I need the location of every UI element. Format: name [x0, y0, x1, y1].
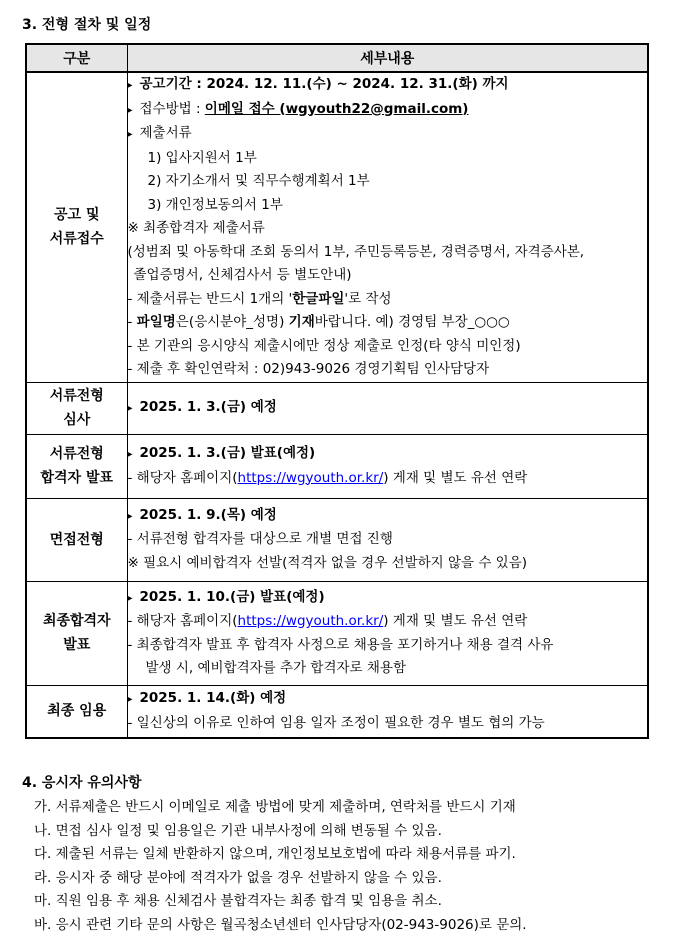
table-row-final-pass	[26, 581, 648, 685]
row-details-doc-screening	[127, 382, 648, 434]
date-text: 2025. 1. 10.(금) 발표(예정)	[139, 588, 325, 605]
line-text: ) 게재 및 별도 유선 연락	[383, 469, 528, 486]
table-row-interview	[26, 498, 648, 581]
row-details-interview	[127, 498, 648, 581]
note-filename	[128, 311, 648, 335]
method-email: 이메일 접수 (wgyouth22@gmail.com)	[204, 100, 469, 117]
header-details: 세부내용	[127, 44, 648, 72]
list-item: 다. 제출된 서류는 일체 반환하지 않으며, 개인정보보호법에 따라 채용서류를 파기.	[34, 846, 516, 863]
triangle-bullet-icon: ▸	[127, 104, 133, 116]
list-item: 나. 면접 심사 일정 및 임용일은 기관 내부사정에 의해 변동될 수 있음.	[34, 822, 442, 839]
line-text: - 해당자 홈페이지(	[127, 469, 238, 486]
date-line	[128, 442, 648, 467]
interview-line: ※ 필요시 예비합격자 선발(적격자 없을 경우 선발하지 않을 수 있음)	[127, 554, 528, 571]
list-item: 마. 직원 임용 후 채용 신체검사 불합격자는 최종 합격 및 임용을 취소.	[34, 893, 442, 910]
homepage-line	[128, 467, 648, 491]
final-pass-line: 발생 시, 예비합격자를 추가 합격자로 채용함	[145, 660, 406, 676]
section-4-title: 4. 응시자 유의사항	[22, 775, 142, 791]
label-line: 발표	[63, 637, 91, 653]
note-form: - 본 기관의 응시양식 제출시에만 정상 제출로 인정(타 양식 미인정)	[127, 337, 521, 354]
row-label-doc-pass	[26, 434, 127, 498]
doc-item: 3) 개인정보동의서 1부	[147, 196, 283, 213]
row-label-announcement	[26, 72, 127, 382]
triangle-bullet-icon: ▸	[127, 694, 133, 706]
note-text: '로 작성	[344, 290, 392, 307]
row-label-interview	[26, 498, 127, 581]
date-text: 2025. 1. 3.(금) 예정	[139, 398, 277, 415]
period-line	[128, 73, 648, 98]
row-label-doc-screening	[26, 382, 127, 434]
date-line	[128, 687, 648, 712]
line-text: ) 게재 및 별도 유선 연락	[383, 613, 528, 629]
table-row-announcement	[26, 72, 648, 382]
label-line: 심사	[63, 412, 91, 428]
note-text: 은(응시분야_성명)	[175, 314, 289, 330]
note-text: 바랍니다. 예) 경영팀 부장_○○○	[314, 314, 510, 330]
section-3-title: 3. 전형 절차 및 일정	[22, 17, 152, 33]
process-schedule-table	[25, 43, 649, 739]
table-row-appointment	[26, 685, 648, 738]
note-bold: 한글파일	[292, 290, 345, 307]
label-line: 서류전형	[49, 388, 104, 404]
triangle-bullet-icon: ▸	[127, 80, 133, 91]
doc-item: 2) 자기소개서 및 직무수행계획서 1부	[147, 173, 370, 189]
label-line: 공고 및	[54, 207, 100, 224]
line-text: - 해당자 홈페이지(	[127, 613, 238, 629]
date-line	[128, 396, 648, 421]
triangle-bullet-icon: ▸	[127, 592, 133, 604]
label-line: 서류전형	[49, 446, 104, 462]
homepage-link[interactable]: https://wgyouth.or.kr/	[237, 469, 384, 486]
triangle-bullet-icon: ▸	[127, 510, 133, 522]
note-text: -	[127, 314, 137, 330]
row-details-announcement	[127, 72, 648, 382]
note-contact: - 제출 후 확인연락처 : 02)943-9026 경영기획팀 인사담당자	[127, 361, 490, 377]
period-text: 공고기간 : 2024. 12. 11.(수) ~ 2024. 12. 31.(화) 까지	[139, 76, 509, 92]
date-text: 2025. 1. 14.(화) 예정	[139, 690, 287, 707]
list-item: 라. 응시자 중 해당 분야에 적격자가 없을 경우 선발하지 않을 수 있음.	[34, 869, 442, 886]
date-line	[128, 586, 648, 611]
list-item: 가. 서류제출은 반드시 이메일로 제출 방법에 맞게 제출하며, 연락처를 반드시 기재	[34, 799, 516, 815]
label-line: 서류접수	[49, 231, 104, 248]
label-line: 최종합격자	[42, 613, 111, 629]
doc-item: 1) 입사지원서 1부	[147, 149, 257, 166]
date-text: 2025. 1. 9.(목) 예정	[139, 506, 277, 523]
note-bold: 기재	[288, 314, 315, 330]
list-item: 바. 응시 관련 기타 문의 사항은 월곡청소년센터 인사담당자(02-943-9026)로 문의.	[34, 916, 527, 933]
label-line: 면접전형	[49, 531, 104, 548]
method-line	[128, 98, 648, 123]
final-docs-list: (성범죄 및 아동학대 조회 동의서 1부, 주민등록등본, 경력증명서, 자격증사본,	[127, 243, 585, 260]
date-line	[128, 504, 648, 529]
row-details-appointment	[127, 685, 648, 738]
header-category: 구분	[26, 44, 127, 72]
table-header-row	[26, 44, 648, 72]
interview-line: - 서류전형 합격자를 대상으로 개별 면접 진행	[127, 531, 393, 548]
applicant-notes-list	[34, 796, 527, 938]
date-text: 2025. 1. 3.(금) 발표(예정)	[139, 445, 316, 461]
row-details-doc-pass	[127, 434, 648, 498]
triangle-bullet-icon: ▸	[127, 449, 133, 460]
note-text: - 제출서류는 반드시 1개의 '	[127, 290, 293, 307]
final-docs-heading: ※ 최종합격자 제출서류	[127, 220, 265, 236]
note-hangul-file	[128, 288, 648, 312]
triangle-bullet-icon: ▸	[127, 402, 133, 414]
triangle-bullet-icon: ▸	[127, 129, 133, 140]
final-pass-line: - 최종합격자 발표 후 합격자 사정으로 채용을 포기하거나 채용 결격 사유	[127, 636, 554, 653]
table-row-doc-pass	[26, 434, 648, 498]
homepage-link[interactable]: https://wgyouth.or.kr/	[237, 613, 384, 629]
final-docs-list: 졸업증명서, 신체검사서 등 별도안내)	[133, 267, 352, 283]
docs-line	[128, 122, 648, 147]
row-details-final-pass	[127, 581, 648, 685]
homepage-line	[128, 610, 648, 634]
row-label-appointment	[26, 685, 127, 738]
row-label-final-pass	[26, 581, 127, 685]
note-bold: 파일명	[136, 314, 176, 330]
table-row-doc-screening	[26, 382, 648, 434]
docs-label: 제출서류	[139, 125, 192, 141]
appointment-line: - 일신상의 이유로 인하여 임용 일자 조정이 필요한 경우 별도 협의 가능	[127, 714, 545, 731]
label-line: 최종 임용	[47, 703, 107, 720]
label-line: 합격자 발표	[40, 470, 113, 486]
method-prefix: 접수방법 :	[139, 100, 205, 117]
